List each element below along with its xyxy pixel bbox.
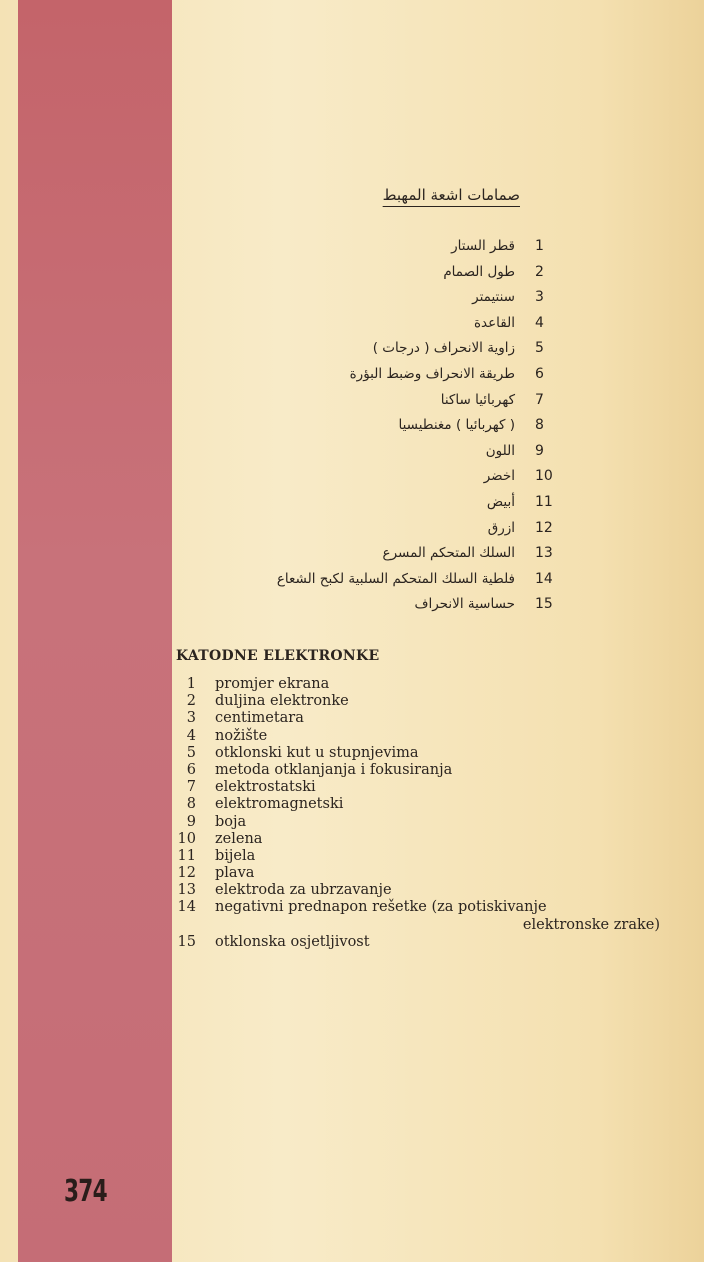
term-list-item <box>170 728 670 745</box>
arabic-list-item <box>230 468 590 494</box>
term-list-item <box>170 710 670 727</box>
arabic-term-number: 12 <box>535 519 553 536</box>
term-text: nožište <box>215 727 268 744</box>
term-number: 3 <box>186 710 196 727</box>
arabic-list-item <box>230 238 590 264</box>
term-number: 9 <box>186 813 196 830</box>
arabic-term-number: 6 <box>535 365 544 382</box>
arabic-term-list <box>230 238 590 622</box>
arabic-term: ازرق <box>487 519 515 536</box>
arabic-term: سنتيمتر <box>472 289 515 306</box>
term-number: 8 <box>186 796 196 813</box>
term-list-item <box>170 934 670 951</box>
term-text: bijela <box>215 847 256 864</box>
arabic-term: ( كهربائيا ) مغنطيسيا <box>398 417 515 434</box>
arabic-list-item <box>230 366 590 392</box>
arabic-term: القاعدة <box>473 314 515 331</box>
arabic-list-item <box>230 417 590 443</box>
term-text: otklonska osjetljivost <box>215 933 370 950</box>
term-text: otklonski kut u stupnjevima <box>215 744 419 761</box>
term-number: 11 <box>177 847 196 864</box>
term-list-item <box>170 814 670 831</box>
term-text: elektrostatski <box>215 779 316 796</box>
term-text: metoda otklanjanja i fokusiranja <box>215 761 453 778</box>
term-text: centimetara <box>215 710 304 727</box>
arabic-list-item <box>230 392 590 418</box>
term-list-item <box>170 796 670 813</box>
arabic-term-number: 10 <box>535 468 553 485</box>
arabic-term-number: 2 <box>535 263 544 280</box>
arabic-term-number: 1 <box>535 238 544 254</box>
arabic-term: أبيض <box>486 493 515 510</box>
arabic-term-number: 5 <box>535 340 544 357</box>
arabic-list-item <box>230 520 590 546</box>
term-text: elektromagnetski <box>215 796 344 813</box>
arabic-term-number: 8 <box>535 417 544 434</box>
yugoslav-term-list <box>170 676 670 951</box>
term-number: 5 <box>186 744 196 761</box>
term-number: 4 <box>186 727 196 744</box>
arabic-term-number: 4 <box>535 314 544 331</box>
section-heading: KATODNE ELEKTRONKE <box>176 648 380 664</box>
term-text: plava <box>215 865 255 882</box>
term-list-item <box>170 745 670 762</box>
arabic-list-item <box>230 571 590 597</box>
arabic-list-item <box>230 494 590 520</box>
arabic-term-number: 3 <box>535 289 544 306</box>
arabic-list-item <box>230 596 590 622</box>
arabic-list-item <box>230 340 590 366</box>
term-list-item <box>170 779 670 796</box>
term-number: 7 <box>186 779 196 796</box>
term-list-item <box>170 848 670 865</box>
term-list-item <box>170 865 670 882</box>
arabic-term-number: 9 <box>535 442 544 459</box>
arabic-term: قطر الستار <box>451 238 515 254</box>
arabic-term: السلك المتحكم المسرع <box>382 545 515 562</box>
term-text: negativni prednapon rešetke (za potiskivanje <box>215 899 547 916</box>
arabic-term: طول الصمام <box>443 263 515 280</box>
arabic-term: كهربائيا ساكنا <box>440 391 515 408</box>
arabic-term: اخضر <box>483 468 515 485</box>
term-number: 14 <box>177 899 196 916</box>
side-color-band <box>18 0 172 1262</box>
arabic-term-number: 15 <box>535 596 553 613</box>
term-text: elektroda za ubrzavanje <box>215 882 392 899</box>
term-number: 2 <box>186 693 196 710</box>
term-list-item <box>170 831 670 848</box>
arabic-term: زاوية الانحراف ( درجات ) <box>372 340 515 357</box>
term-text: zelena <box>215 830 263 847</box>
term-text: duljina elektronke <box>215 693 349 710</box>
arabic-list-item <box>230 545 590 571</box>
arabic-term: اللون <box>485 442 515 459</box>
term-text: boja <box>215 813 247 830</box>
arabic-list-item <box>230 315 590 341</box>
arabic-term-number: 13 <box>535 545 553 562</box>
page-number: 374 <box>64 1174 107 1209</box>
arabic-term: حساسية الانحراف <box>414 596 515 613</box>
arabic-term-number: 14 <box>535 570 553 587</box>
arabic-term-number: 11 <box>535 493 553 510</box>
term-list-item <box>170 899 670 933</box>
term-list-item <box>170 693 670 710</box>
term-list-item <box>170 762 670 779</box>
arabic-term: فلطية السلك المتحكم السلبية لكبح الشعاع <box>276 570 515 587</box>
arabic-term-number: 7 <box>535 391 544 408</box>
term-list-item <box>170 676 670 693</box>
arabic-list-item <box>230 289 590 315</box>
term-number: 6 <box>186 761 196 778</box>
arabic-section-title: صمامات اشعة المهبط <box>382 186 520 204</box>
arabic-list-item <box>230 443 590 469</box>
term-list-item <box>170 882 670 899</box>
arabic-list-item <box>230 264 590 290</box>
term-number: 15 <box>177 933 196 950</box>
term-number: 10 <box>177 830 196 847</box>
term-number: 12 <box>177 865 196 882</box>
term-number: 1 <box>186 676 196 692</box>
term-number: 13 <box>177 882 196 899</box>
term-text: promjer ekrana <box>215 676 330 692</box>
arabic-term: طريقة الانحراف وضبط البؤرة <box>349 365 515 382</box>
term-text-continuation: elektronske zrake) <box>522 916 660 933</box>
